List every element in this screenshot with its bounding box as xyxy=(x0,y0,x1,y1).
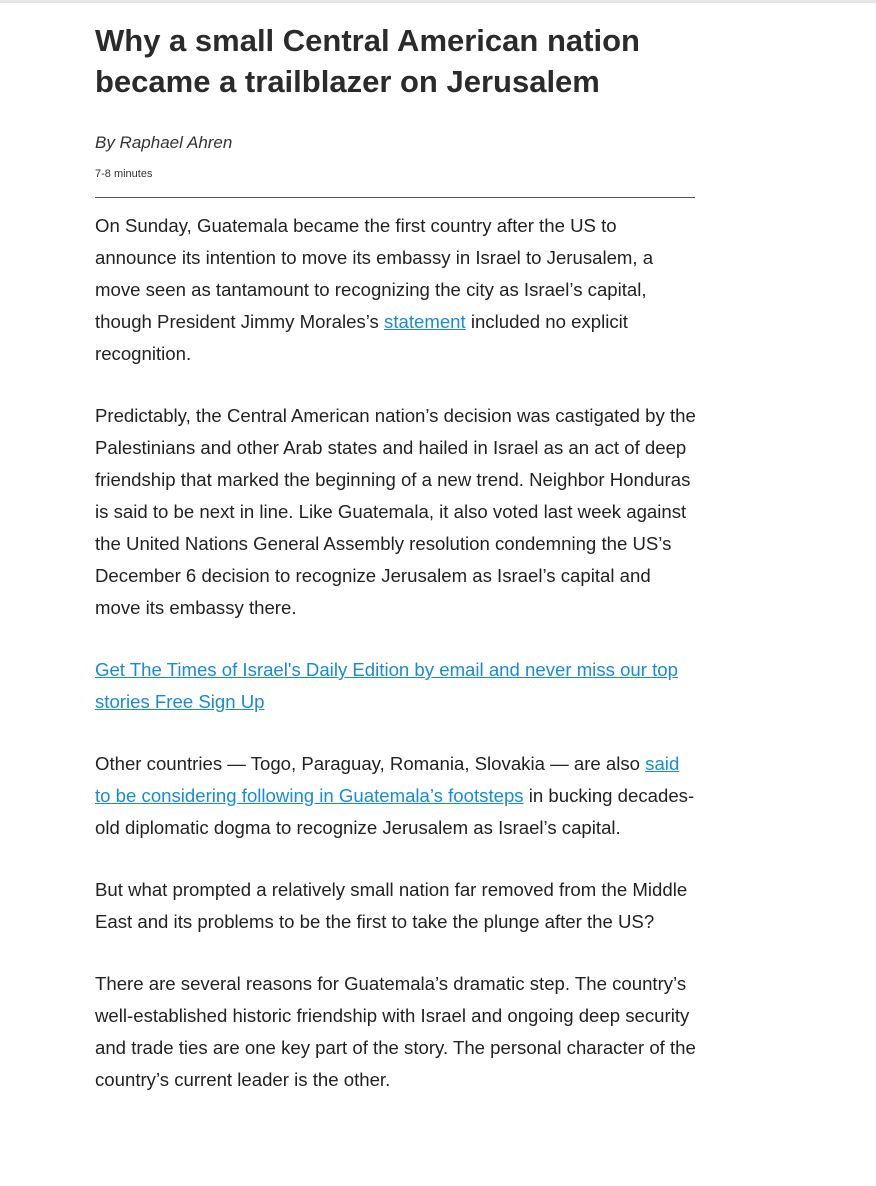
page-title: Why a small Central American nation became a trailblazer on Jerusalem xyxy=(95,23,640,99)
read-time: 7-8 minutes xyxy=(95,168,153,180)
paragraph-4 xyxy=(95,748,697,844)
paragraph-6: There are several reasons for Guatemala’s dramatic step. The country’s well-established historic friendship with Israel and ongoing deep security and trade ties are one key part of the story. The personal character of the country’s current leader is the other. xyxy=(95,973,696,1090)
paragraph-4-text-before: Other countries — Togo, Paraguay, Romania, Slovakia — are also xyxy=(95,753,646,774)
divider xyxy=(95,197,695,198)
paragraph-1 xyxy=(95,210,697,370)
article-body xyxy=(95,210,697,1126)
paragraph-5: But what prompted a relatively small nation far removed from the Middle East and its problems to be the first to take the plunge after the US? xyxy=(95,879,688,932)
paragraph-3 xyxy=(95,654,697,718)
top-border xyxy=(0,0,876,3)
paragraph-1-text-before: On Sunday, Guatemala became the first country after the US to announce its intention to move its embassy in Israel to Jerusalem, a move seen as tantamount to recognizing the city as Israel’s capital, though President Jimmy Morales’s xyxy=(95,215,654,332)
article xyxy=(95,20,697,1090)
paragraph-4-text-after: in bucking decades-old diplomatic dogma to recognize Jerusalem as Israel’s capital. xyxy=(95,785,695,838)
byline: By Raphael Ahren xyxy=(95,133,233,152)
paragraph-2: Predictably, the Central American nation’s decision was castigated by the Palestinians and other Arab states and hailed in Israel as an act of deep friendship that marked the beginning of a new trend. Neighbor Honduras is said to be next in line. Like Guatemala, it also voted last week against the United Nations General Assembly resolution condemning the US’s December 6 decision to recognize Jerusalem as Israel’s capital and move its embassy there. xyxy=(95,405,696,618)
paragraph-1-text-after: included no explicit recognition. xyxy=(95,311,628,364)
statement-link[interactable]: statement xyxy=(384,311,466,332)
footsteps-link[interactable]: said to be considering following in Guatemala’s footsteps xyxy=(95,753,680,806)
newsletter-signup-link[interactable]: Get The Times of Israel's Daily Edition by email and never miss our top stories Free Sign Up xyxy=(95,659,678,712)
